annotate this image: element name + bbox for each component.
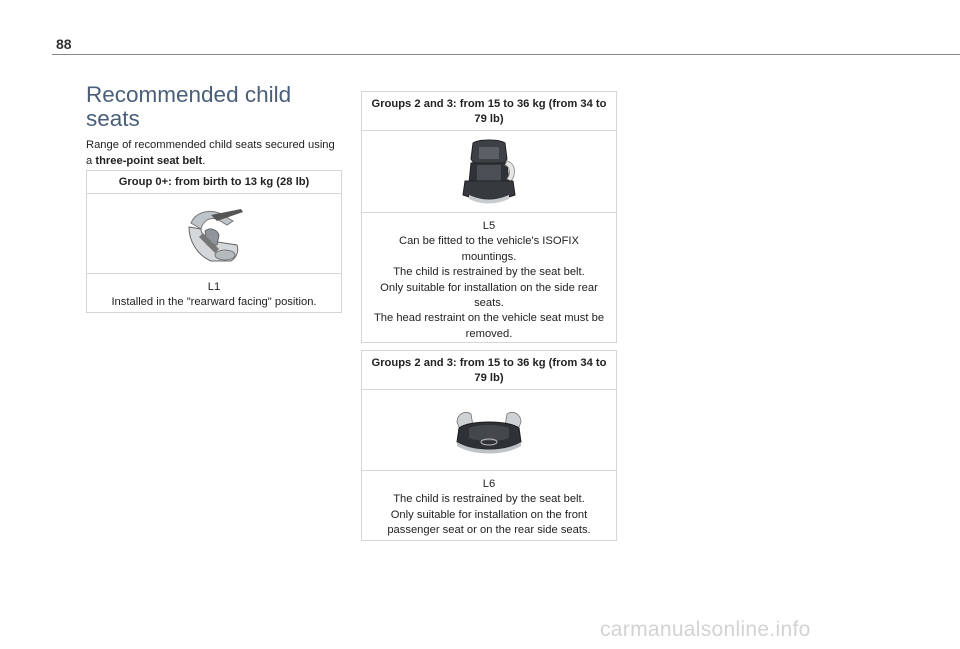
intro-bold: three-point seat belt [95,154,203,167]
card-group-heading: Groups 2 and 3: from 15 to 36 kg (from 34 to 79 lb) [362,351,616,390]
booster-cushion-icon [453,406,525,454]
seat-code: L1 [207,281,221,293]
seat-code: L6 [482,478,496,490]
seat-code: L5 [482,220,496,232]
seat-description: Can be fitted to the vehicle's ISOFIX mountings. The child is restrained by the seat belt. Only suitable for installation on the side rear seats. The head restraint on the vehicle seat must be removed. [373,235,605,340]
child-seat-card-l6 [361,350,617,541]
high-back-booster-seat-icon [459,139,519,205]
booster-cushion-image [362,390,616,471]
child-seat-card-l1 [86,170,342,313]
page-number: 88 [56,36,72,52]
card-body [87,274,341,315]
child-seat-card-l5 [361,91,617,343]
intro-text [86,138,344,169]
high-back-booster-seat-image [362,131,616,213]
card-group-heading: Group 0+: from birth to 13 kg (28 lb) [87,171,341,194]
infant-carrier-seat-icon [181,201,247,267]
intro-prefix: Range of recommended child seats secured using a [86,139,335,167]
card-body [362,471,616,543]
seat-description: The child is restrained by the seat belt. Only suitable for installation on the front passenger seat or on the rear side seats. [387,493,591,537]
seat-description: Installed in the "rearward facing" position. [111,296,317,309]
card-body [362,213,616,346]
intro-suffix: . [202,154,206,167]
watermark: carmanualsonline.info [600,618,811,641]
header-divider [52,54,960,55]
infant-carrier-seat-image [87,194,341,274]
page-title: Recommended child seats [86,82,292,131]
card-group-heading: Groups 2 and 3: from 15 to 36 kg (from 34 to 79 lb) [362,92,616,131]
